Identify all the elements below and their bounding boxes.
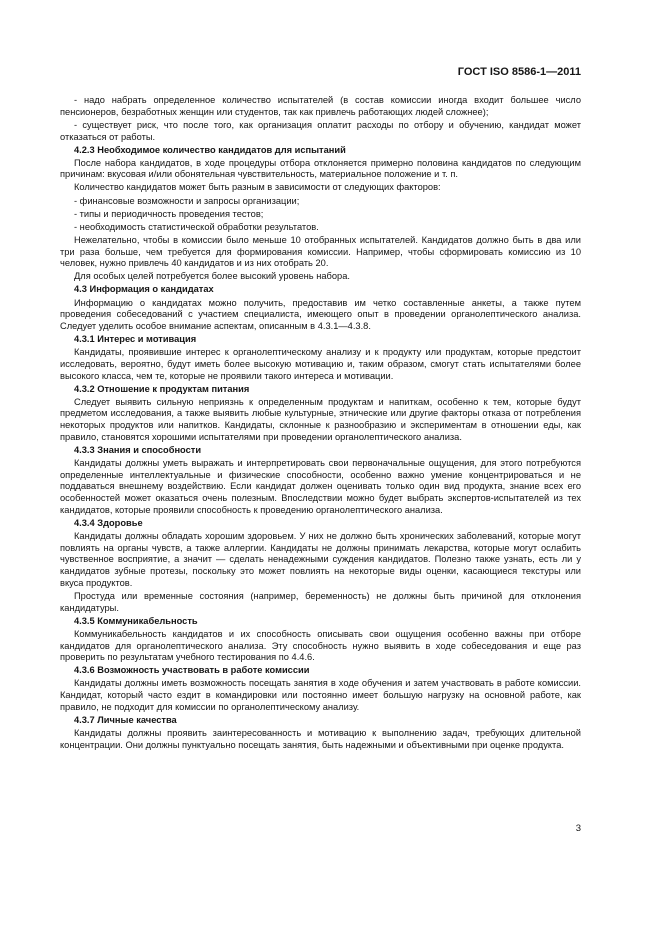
paragraph: Коммуникабельность кандидатов и их способность описывать свои ощущения особенно важны при отборе кандидатов для органолептического анализа. Эту способность нужно выявить в ходе собеседования и еще раз проверить по результатам учебного тестирования по 4.4.6. <box>60 628 581 663</box>
paragraph: Количество кандидатов может быть разным в зависимости от следующих факторов: <box>74 182 441 193</box>
paragraph: Кандидаты должны иметь возможность посещать занятия в ходе обучения и затем участвовать в работе комиссии. Кандидат, который часто ездит в командировки или постоянно имеет большую нагрузку на основной работе, как правило, не подходит для комиссии по органолептическому анализу. <box>60 678 581 712</box>
paragraph: После набора кандидатов, в ходе процедуры отбора отклоняется примерно половина кандидатов по следующим причинам: вкусовая и/или обонятельная чувствительность, материальное положение и т. п. <box>60 157 581 180</box>
section-heading: 4.3.7 Личные качества <box>74 714 177 725</box>
paragraph: Кандидаты должны уметь выражать и интерпретировать свои первоначальные ощущения, для этого потребуются определенные интеллектуальные и физические способности, особенно важно умение концентрироваться и не поддаваться внешнему воздействию. Если кандидат должен оценивать только один вид продукта, знание всех его особенностей может оказаться очень полезным. Впоследствии можно будет выбрать экспертов-испытателей из тех кандидатов, которые проявили способность к проведению органолептического анализа. <box>60 458 581 515</box>
page-number: 3 <box>575 823 581 834</box>
section-heading: 4.3.5 Коммуникабельность <box>74 615 198 626</box>
paragraph: - существует риск, что после того, как организация оплатит расходы по отбору и обучению, кандидат может отказаться от работы. <box>60 119 581 142</box>
paragraph: Кандидаты, проявившие интерес к органолептическому анализу и к продукту или продуктам, которые предстоит исследовать, вероятно, будут иметь более высокую мотивацию и, таким образом, смогут стать испытателями более высокого класса, чем те, которые не проявили такого интереса и мотивации. <box>60 347 581 381</box>
paragraph: Следует выявить сильную неприязнь к определенным продуктам и напиткам, особенно к тем, которые будут предметом исследования, а также выявить любые культурные, этнические или другие факторы отказа от потребления некоторых продуктов или напитков. Кандидаты, склонные к разнообразию и экспериментам в отношении еды, как правило, становятся хорошими испытателями при проведении органолептического анализа. <box>60 396 581 442</box>
document-header: ГОСТ ISO 8586-1—2011 <box>457 66 581 78</box>
section-heading: 4.3.6 Возможность участвовать в работе комиссии <box>74 665 310 676</box>
paragraph: - надо набрать определенное количество испытателей (в состав комиссии иногда входит большее число пенсионеров, безработных женщин или студентов, так как привлечь работающих людей сложнее); <box>60 95 581 117</box>
list-item: - необходимость статистической обработки результатов. <box>74 221 319 232</box>
section-heading: 4.2.3 Необходимое количество кандидатов для испытаний <box>74 144 346 155</box>
list-item: - типы и периодичность проведения тестов; <box>74 208 264 219</box>
section-heading: 4.3.3 Знания и способности <box>74 444 202 455</box>
paragraph: Нежелательно, чтобы в комиссии было меньше 10 отобранных испытателей. Кандидатов должно быть в два или три раза больше, чем требуется для формирования комиссии. Например, чтобы сформировать комиссию из 10 человек, нужно привлечь 40 кандидатов и из них отобрать 20. <box>60 234 581 269</box>
section-heading: 4.3 Информация о кандидатах <box>74 284 214 295</box>
body-text <box>60 95 581 753</box>
section-heading: 4.3.2 Отношение к продуктам питания <box>74 383 250 394</box>
list-item: - финансовые возможности и запросы организации; <box>74 195 300 206</box>
paragraph: Кандидаты должны проявить заинтересованность и мотивацию к выполнению задач, требующих длительной концентрации. Они должны пунктуально посещать занятия, быть надежными и объективными при оценке продукта. <box>60 728 581 750</box>
paragraph: Информацию о кандидатах можно получить, предоставив им четко составленные анкеты, а также путем проведения собеседований с участием специалиста, имеющего опыт в проведении органолептического анализа. Следует уделить особое внимание аспектам, описанным в 4.3.1—4.3.8. <box>60 297 581 331</box>
section-heading: 4.3.1 Интерес и мотивация <box>74 334 197 345</box>
paragraph: Кандидаты должны обладать хорошим здоровьем. У них не должно быть хронических заболеваний, которые могут повлиять на органы чувств, а также аллергии. Кандидаты не должны принимать лекарства, которые могут ослабить чувственное восприятие, а значит — сделать ненадежными суждения кандидатов. Полезно также узнать, есть ли у кандидатов зубные протезы, поскольку это может повлиять на некоторые виды оценки, касающиеся текстуры или вкуса продуктов. <box>60 531 581 588</box>
paragraph: Для особых целей потребуется более высокий уровень набора. <box>74 271 350 282</box>
section-heading: 4.3.4 Здоровье <box>74 517 143 528</box>
paragraph: Простуда или временные состояния (например, беременность) не должны быть причиной для отклонения кандидатуры. <box>60 590 581 613</box>
